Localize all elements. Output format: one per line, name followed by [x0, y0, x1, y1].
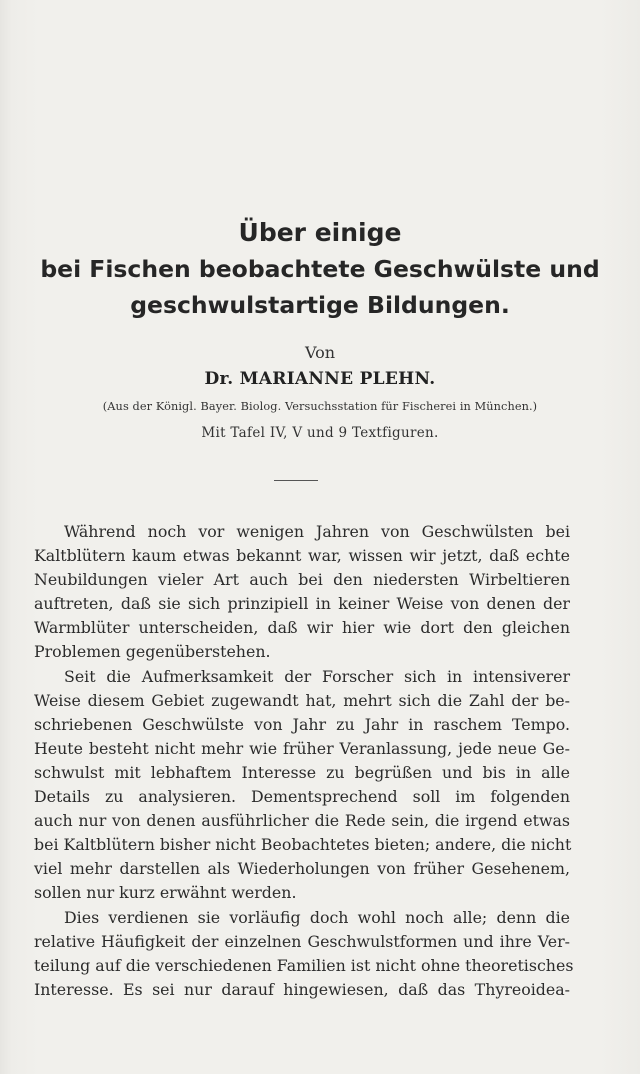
- body-line: schriebenen Geschwülste von Jahr zu Jahr in raschem Tempo.: [34, 714, 570, 734]
- body-line: sollen nur kurz erwähnt werden.: [34, 883, 297, 903]
- body-line: Details zu analysieren. Dementsprechend soll im folgenden: [34, 787, 570, 807]
- body-line: teilung auf die verschiedenen Familien ist nicht ohne theoretisches: [34, 955, 574, 975]
- body-text: [34, 520, 574, 1002]
- body-line: Interesse. Es sei nur darauf hingewiesen, daß das Thyreoidea-: [34, 979, 570, 999]
- author-affiliation: (Aus der Königl. Bayer. Biolog. Versuchsstation für Fischerei in München.): [102, 400, 538, 413]
- author-name: Dr. MARIANNE PLEHN.: [204, 369, 436, 389]
- plates-note: Mit Tafel IV, V und 9 Textfiguren.: [201, 425, 439, 441]
- body-line: viel mehr darstellen als Wiederholungen von früher Gesehenem,: [34, 859, 570, 879]
- body-line: auch nur von denen ausführlicher die Rede sein, die irgend etwas: [34, 811, 570, 831]
- body-line: Problemen gegenüberstehen.: [34, 642, 271, 662]
- body-line: Kaltblütern kaum etwas bekannt war, wissen wir jetzt, daß echte: [34, 546, 570, 566]
- body-line: Heute besteht nicht mehr wie früher Veranlassung, jede neue Ge-: [34, 738, 570, 758]
- section-divider: [274, 480, 318, 481]
- title-line-1: Über einige: [238, 218, 402, 247]
- body-line: auftreten, daß sie sich prinzipiell in keiner Weise von denen der: [34, 594, 570, 614]
- body-line: Weise diesem Gebiet zugewandt hat, mehrt sich die Zahl der be-: [34, 690, 570, 710]
- title-line-3: geschwulstartige Bildungen.: [130, 291, 510, 319]
- body-line: Neubildungen vieler Art auch bei den niedersten Wirbeltieren: [34, 570, 570, 590]
- body-line: Während noch vor wenigen Jahren von Geschwülsten bei: [64, 522, 570, 541]
- title-line-2: bei Fischen beobachtete Geschwülste und: [40, 255, 600, 283]
- body-line: Dies verdienen sie vorläufig doch wohl noch alle; denn die: [64, 907, 570, 927]
- byline-von: Von: [304, 343, 336, 362]
- body-line: Warmblüter unterscheiden, daß wir hier wie dort den gleichen: [34, 618, 570, 638]
- body-line: schwulst mit lebhaftem Interesse zu begrüßen und bis in alle: [34, 762, 570, 782]
- body-line: Seit die Aufmerksamkeit der Forscher sich in intensiverer: [64, 666, 570, 686]
- body-line: relative Häufigkeit der einzelnen Geschwulstformen und ihre Ver-: [34, 931, 570, 951]
- body-line: bei Kaltblütern bisher nicht Beobachtetes bieten; andere, die nicht: [34, 835, 572, 855]
